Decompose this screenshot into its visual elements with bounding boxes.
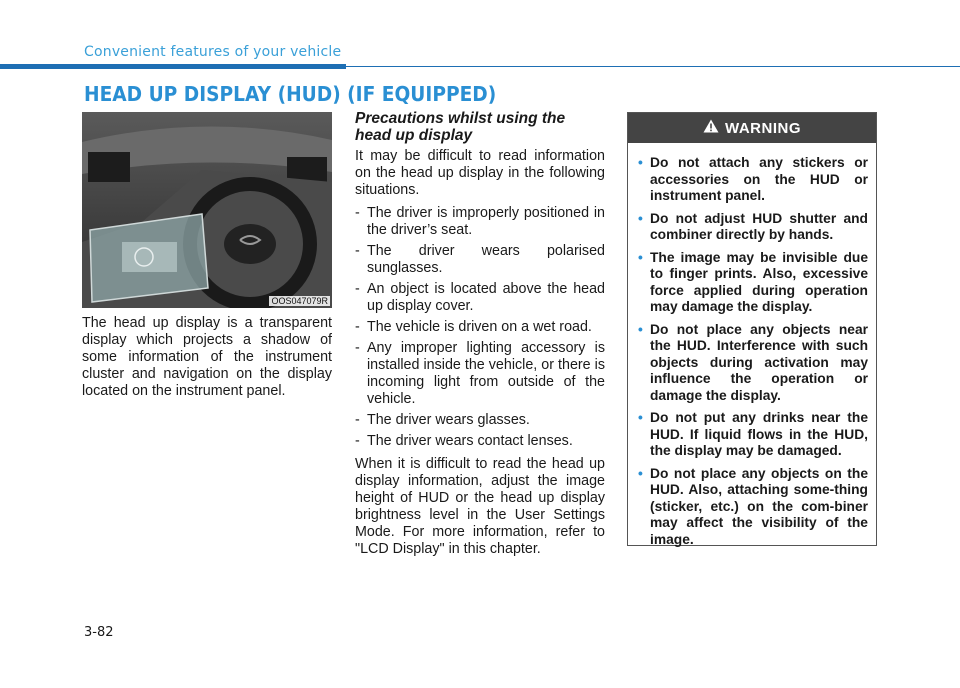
intro-paragraph: The head up display is a transparent display which projects a shadow of some information of the instrument cluster and navigation on the display located on the instrument panel. [82, 315, 332, 399]
header-rule [346, 66, 960, 67]
dashboard-photo [82, 112, 332, 308]
list-item: • Do not put any drinks near the HUD. If liquid flows in the HUD, the display may be damaged. [638, 410, 868, 458]
warning-triangle-icon [703, 119, 719, 137]
list-item: - Any improper lighting accessory is installed inside the vehicle, or there is incoming light from outside of the vehicle. [355, 340, 605, 407]
list-item: - The driver wears polarised sunglasses. [355, 243, 605, 276]
warning-title: WARNING [725, 119, 801, 137]
list-item: • Do not place any objects on the HUD. Also, attaching some-thing (sticker, etc.) on the com-biner may affect the visibility of the image. [638, 465, 868, 547]
page-number: 3-82 [84, 625, 114, 640]
precautions-list [355, 205, 605, 450]
list-item: - The vehicle is driven on a wet road. [355, 319, 592, 335]
list-item: - The driver wears contact lenses. [355, 433, 573, 449]
list-item: • Do not adjust HUD shutter and combiner directly by hands. [638, 210, 868, 242]
precautions-lead: It may be difficult to read information on the head up display in the following situations. [355, 148, 605, 198]
precautions-column [355, 110, 605, 564]
photo-code: OOS047079R [271, 296, 328, 306]
list-item: • Do not attach any stickers or accessories on the HUD or instrument panel. [638, 155, 868, 203]
warning-box [627, 112, 877, 546]
list-item: • The image may be invisible due to finger prints. Also, excessive force applied during operation may damage the display. [638, 249, 868, 314]
precautions-heading: Precautions whilst using the head up display [355, 110, 566, 144]
header-bar [0, 64, 346, 69]
hud-dashboard-illustration [82, 112, 332, 308]
list-item: - The driver is improperly positioned in the driver’s seat. [355, 205, 605, 238]
warning-list [628, 155, 876, 548]
precautions-closing: When it is difficult to read the head up display information, adjust the image height of HUD or the head up display brightness level in the User Settings Mode. For more information, refer to "LCD Display" in this chapter. [355, 456, 605, 557]
main-title: HEAD UP DISPLAY (HUD) (IF EQUIPPED) [84, 82, 497, 106]
section-title: Convenient features of your vehicle [84, 44, 342, 60]
list-item: • Do not place any objects near the HUD. Interference with such objects during activation may influence the operation or damage the display. [638, 321, 868, 403]
list-item: - An object is located above the head up display cover. [355, 281, 605, 314]
warning-header [628, 113, 876, 143]
list-item: - The driver wears glasses. [355, 412, 530, 428]
